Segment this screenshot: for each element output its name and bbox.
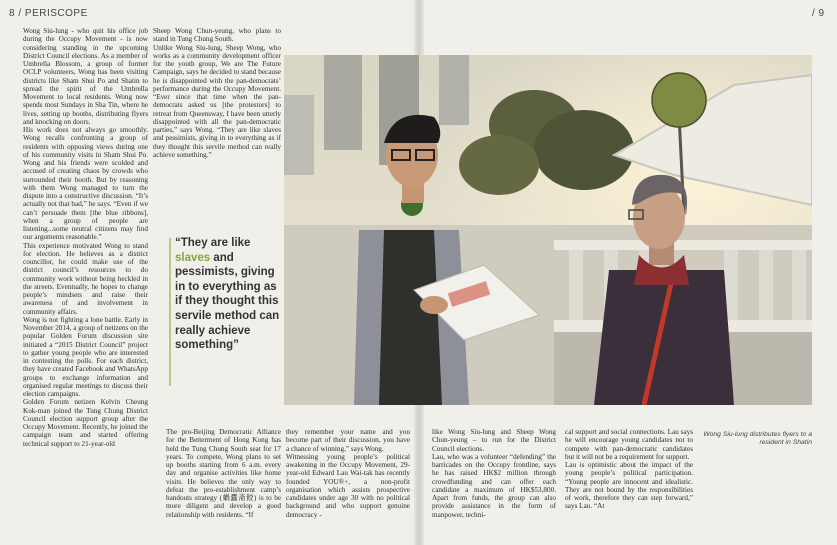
article-column-5: cal support and social connections. Lau says he will encourage young candidates not to compete with pan-democratic candidates but it will not be a requirement for support. Lau is optimistic about the impact of the young people’s political participation. “Young people are innocent and idealistic. They are not bound by the responsibilities of work, therefore they can step forward,” says Lau. “At [565, 428, 693, 511]
left-page-folio: 8 / PERISCOPE [9, 8, 88, 19]
pull-quote-highlight: slaves [175, 251, 211, 264]
pull-quote-text-end: and pessimists, giving in to everything as if they thought this servile method can really achieve something” [175, 251, 280, 352]
pull-quote-bar [169, 238, 171, 386]
article-column-1: Wong Siu-lung - who quit his office job during the Occupy Movement - is now considering standing in the upcoming District Council elections. As a member of Umbrella Blossom, a group of former OCLP volunteers, Wong has been visiting districts like Sham Shui Po and Shatin to spread the spirit of the Umbrella Movement to local residents. Wong now spends most Sundays in Sha Tin, where he lives, setting up booths, distributing flyers and knocking on doors. His work does not always go smoothly. Wong recalls confronting a group of residents with opposing views during one of his community visits in Sham Shui Po. Wong and his friends were scolded and accused of creating chaos by crowds who surrounded their booth. But by reasoning with them Wong managed to turn the dispute into a constructive discussion. “It’s actually not that bad,” he says. “Even if we can’t persuade them [the blue ribbons], when a group of people are listening...some neutral citizens may find our arguments reasonable.” This experience motivated Wong to stand for election. He believes as a district councillor, he could make use of the district council’s resources to do community work without being heckled in the streets. Eventually, he hopes to change people’s mindsets and raise their awareness of and involvement in community affairs. Wong is not fighting a lone battle. Early in November 2014, a group of netizens on the popular Golden Forum discussion site initiated a “2015 District Council” project to gather young people who are interested in contesting the polls. For each district, they have created Facebook and WhatsApp groups to exchange information and organised regular meetings to discuss their election campaigns. Golden Forum netizen Kelvin Cheung Kok-man joined the Tung Chung District Council election support group after the Occupy Movement. Recently, he joined the campaign team and started offering technical support to 21-year-old [23, 27, 148, 448]
photo-flyer-distribution-scene [284, 55, 812, 405]
article-column-2-bottom: The pro-Beijing Democratic Alliance for the Betterment of Hong Kong has held the Tung Chung South seat for 17 years. To compete, Wong plans to set up booths starting from 6 a.m. every day and organise activities like home visits. He believes the only way to defeat the pro-establishment camp’s handouts strategy (蝸蠹斋餃) is to be more diligent and develop a good relationship with residents. “If [166, 428, 281, 519]
street-photo [284, 55, 812, 405]
article-column-4: like Wong Siu-lung and Sheep Wong Chun-yeung – to run for the District Council elections. Lau, who was a volunteer “defending” the barricades on the Occupy frontline, says he has raised HK$2 million through crowdfunding and can offer each candidate a maximum of HK$53,800. Apart from funds, the group can also provide assistance in the form of manpower, techni- [432, 428, 556, 519]
photo-caption: Wong Siu-lung distributes flyers to a resident in Shatin [703, 431, 812, 446]
pull-quote-text-start: “They are like [175, 237, 251, 249]
right-page-folio: / 9 [812, 8, 825, 19]
article-column-2-top: Sheep Wong Chun-yeung, who plans to stand in Tung Chung South. Unlike Wong Siu-lung, Sheep Wong, who works as a community development officer for the youth group, We are The Future Campaign, says he decided to stand because he is disappointed with the pan-democrats’ performance during the Occupy Movement. “Ever since that time when the pan-democrats asked us [the protestors] to retreat from Queensway, I have been utterly disappointed with all the pan-democratic parties,” says Wong. “They are like slaves and pessimists, giving in to everything as if they thought this servile method can really achieve something.” [153, 27, 281, 159]
pull-quote [175, 236, 285, 353]
article-column-3: they remember your name and you become part of their discussion, you have a chance of winning,” says Wong. Witnessing young people’s political awakening in the Occupy Movement, 29-year-old Edward Lau Wai-tak has recently founded YOU®+, a non-profit organisation which assists prospective candidates under age 30 with no political background and who support genuine democracy - [286, 428, 410, 519]
